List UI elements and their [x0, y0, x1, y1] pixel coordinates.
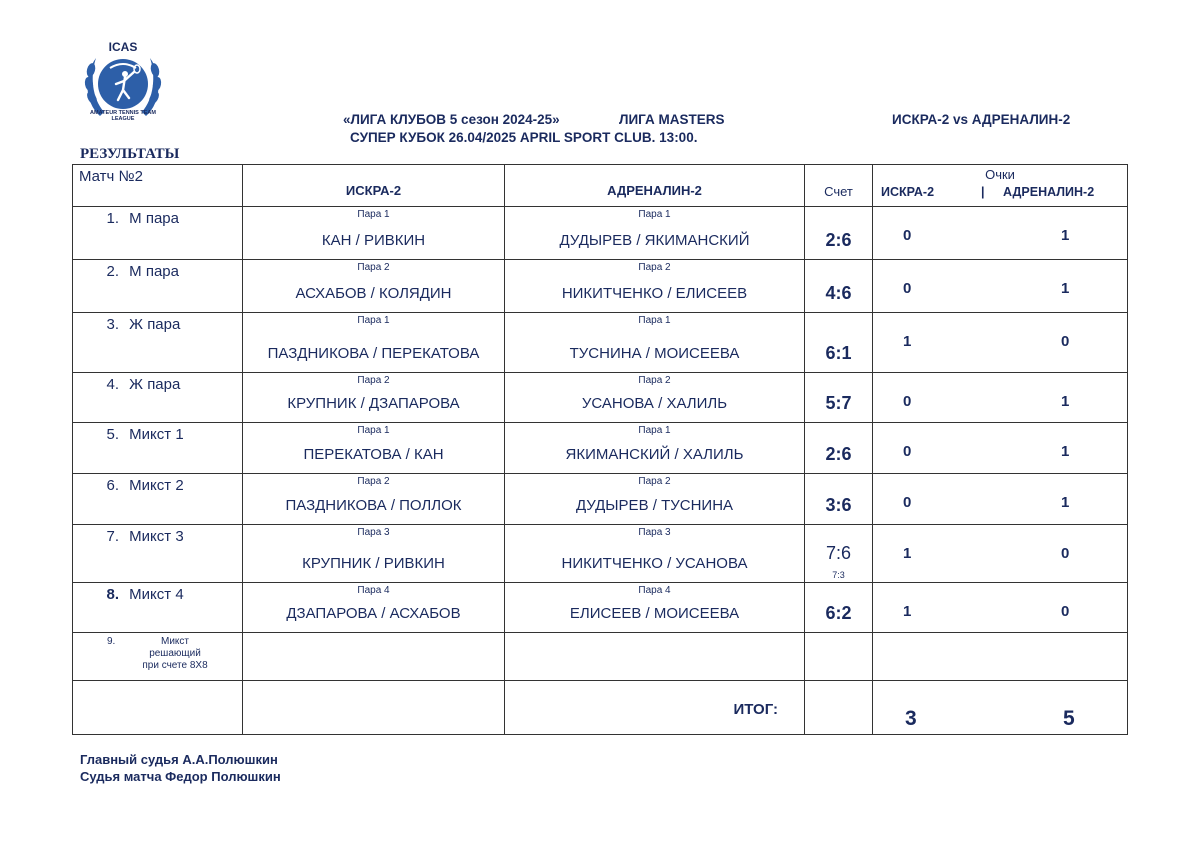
team2-players: НИКИТЧЕНКО / УСАНОВА [561, 555, 748, 572]
match-row [73, 373, 1128, 423]
match-type-cell [73, 207, 243, 260]
total-row [73, 681, 1128, 735]
decider-row [73, 633, 1128, 681]
team2-pair-label: Пара 1 [638, 425, 671, 436]
team1-players: ПАЗДНИКОВА / ПОЛЛОК [285, 497, 462, 514]
match-type: Ж пара [129, 376, 181, 393]
team2-pair-cell [505, 373, 805, 423]
points-cell [873, 525, 1128, 583]
match-row [73, 423, 1128, 474]
team1-pair-cell [243, 583, 505, 633]
points-header-cell [873, 165, 1128, 207]
team2-points: 1 [1061, 280, 1070, 297]
team1-players: ПАЗДНИКОВА / ПЕРЕКАТОВА [267, 345, 480, 362]
team2-pair-cell [505, 423, 805, 474]
match-type: Ж пара [129, 316, 181, 333]
team1-players: ПЕРЕКАТОВА / КАН [303, 446, 444, 463]
team1-points: 0 [903, 494, 912, 511]
decider-team1-cell [243, 633, 505, 681]
total-blank-cell-2 [243, 681, 505, 735]
team2-players: УСАНОВА / ХАЛИЛЬ [581, 395, 728, 412]
logo-subtitle: AMATEUR TENNIS TEAM LEAGUE [90, 110, 156, 122]
team1-pair-label: Пара 1 [357, 425, 390, 436]
team2-pair-label: Пара 2 [638, 476, 671, 487]
match-type-cell [73, 474, 243, 525]
match-score: 7:6 [825, 543, 852, 563]
team1-header: ИСКРА-2 [345, 183, 402, 198]
points-cell [873, 373, 1128, 423]
division-title: ЛИГА MASTERS [619, 112, 725, 127]
team1-points: 0 [903, 280, 912, 297]
points-cell [873, 474, 1128, 525]
match-score: 3:6 [825, 495, 852, 515]
team2-players: ТУСНИНА / МОИСЕЕВА [569, 345, 740, 362]
team1-pair-label: Пара 2 [357, 375, 390, 386]
total-points-cell [873, 681, 1128, 735]
match-referee: Судья матча Федор Полюшкин [80, 769, 281, 784]
match-number: 2. [106, 263, 119, 280]
team2-pair-label: Пара 2 [638, 375, 671, 386]
points-cell [873, 260, 1128, 313]
team1-points: 0 [903, 393, 912, 410]
points-separator: | [981, 185, 985, 199]
chief-referee: Главный судья А.А.Полюшкин [80, 752, 278, 767]
team2-pair-cell [505, 583, 805, 633]
decider-team2-cell [505, 633, 805, 681]
team2-pair-label: Пара 1 [638, 209, 671, 220]
match-type: Микст 2 [129, 477, 184, 494]
match-row [73, 525, 1128, 583]
match-score: 6:2 [825, 603, 852, 623]
match-type-cell [73, 260, 243, 313]
team2-points: 1 [1061, 393, 1070, 410]
points-cell [873, 423, 1128, 474]
team1-players: КАН / РИВКИН [321, 232, 426, 249]
match-type-cell [73, 583, 243, 633]
match-type: Микст 3 [129, 528, 184, 545]
team1-points: 1 [903, 333, 912, 350]
score-cell [805, 474, 873, 525]
decider-line1: Микст [161, 636, 189, 647]
team2-pair-cell [505, 525, 805, 583]
league-title: «ЛИГА КЛУБОВ 5 сезон 2024-25» [343, 112, 560, 127]
team2-points: 1 [1061, 494, 1070, 511]
score-cell [805, 313, 873, 373]
team1-pair-label: Пара 2 [357, 262, 390, 273]
match-row [73, 583, 1128, 633]
team1-points: 1 [903, 545, 912, 562]
team2-points: 1 [1061, 443, 1070, 460]
match-score: 2:6 [825, 230, 852, 250]
points-cell [873, 313, 1128, 373]
decider-score-cell [805, 633, 873, 681]
score-cell [805, 583, 873, 633]
event-title: СУПЕР КУБОК 26.04/2025 APRIL SPORT CLUB. 13:00. [350, 130, 698, 145]
score-cell [805, 373, 873, 423]
score-header-cell [805, 165, 873, 207]
team2-players: ДУДЫРЕВ / ТУСНИНА [575, 497, 734, 514]
match-row [73, 313, 1128, 373]
total-team1: 3 [905, 707, 917, 730]
match-type: М пара [129, 263, 179, 280]
match-number: 8. [106, 586, 119, 603]
match-row [73, 474, 1128, 525]
team2-players: ЕЛИСЕЕВ / МОИСЕЕВА [569, 605, 740, 622]
match-number: 3. [106, 316, 119, 333]
team2-points: 0 [1061, 333, 1070, 350]
section-title: РЕЗУЛЬТАТЫ [80, 146, 180, 162]
team1-pair-cell [243, 313, 505, 373]
match-type-cell [73, 373, 243, 423]
team2-points: 0 [1061, 545, 1070, 562]
decider-points-cell [873, 633, 1128, 681]
team2-pair-cell [505, 313, 805, 373]
match-label: Матч №2 [79, 168, 143, 185]
points-cell [873, 207, 1128, 260]
team2-players: ЯКИМАНСКИЙ / ХАЛИЛЬ [565, 446, 744, 463]
match-type: М пара [129, 210, 179, 227]
match-row [73, 260, 1128, 313]
total-blank-cell-3 [805, 681, 873, 735]
team2-players: ДУДЫРЕВ / ЯКИМАНСКИЙ [559, 232, 750, 249]
team1-players: КРУПНИК / РИВКИН [302, 555, 445, 572]
team2-points: 1 [1061, 227, 1070, 244]
logo-title: ICAS [108, 40, 138, 54]
match-type: Микст 1 [129, 426, 184, 443]
team1-players: АСХАБОВ / КОЛЯДИН [295, 285, 452, 302]
match-label-cell [73, 165, 243, 207]
total-team2: 5 [1063, 707, 1075, 730]
score-header: Счет [824, 184, 853, 199]
team2-pair-cell [505, 207, 805, 260]
team2-header: АДРЕНАЛИН-2 [607, 183, 702, 198]
score-cell [805, 423, 873, 474]
match-number: 7. [106, 528, 119, 545]
team1-pair-label: Пара 3 [357, 527, 390, 538]
match-score: 4:6 [825, 283, 852, 303]
team1-pair-cell [243, 474, 505, 525]
total-blank-cell [73, 681, 243, 735]
team1-pair-cell [243, 423, 505, 474]
match-type-cell [73, 313, 243, 373]
team2-pair-cell [505, 260, 805, 313]
points-team2-header: АДРЕНАЛИН-2 [1003, 185, 1095, 199]
matchup-title: ИСКРА-2 vs АДРЕНАЛИН-2 [892, 112, 1071, 127]
match-score: 2:6 [825, 444, 852, 464]
decider-line3: при счете 8Х8 [142, 660, 208, 671]
team1-pair-cell [243, 525, 505, 583]
decider-line2: решающий [149, 648, 201, 659]
decider-cell [73, 633, 243, 681]
team2-pair-cell [505, 474, 805, 525]
team1-pair-cell [243, 260, 505, 313]
points-team1-header: ИСКРА-2 [881, 185, 935, 199]
team1-pair-label: Пара 4 [357, 585, 390, 596]
match-number: 4. [106, 376, 119, 393]
team1-pair-cell [243, 373, 505, 423]
match-type-cell [73, 423, 243, 474]
decider-number: 9. [107, 636, 116, 647]
team1-pair-label: Пара 1 [357, 315, 390, 326]
team2-pair-label: Пара 3 [638, 527, 671, 538]
results-table [72, 164, 1128, 735]
match-score: 6:1 [825, 343, 852, 363]
match-number: 6. [106, 477, 119, 494]
team1-header-cell [243, 165, 505, 207]
team1-points: 1 [903, 603, 912, 620]
team2-pair-label: Пара 2 [638, 262, 671, 273]
score-cell [805, 525, 873, 583]
total-label: ИТОГ: [733, 701, 778, 718]
match-type-cell [73, 525, 243, 583]
team1-players: ДЗАПАРОВА / АСХАБОВ [286, 605, 461, 622]
total-label-cell [505, 681, 805, 735]
team1-points: 0 [903, 443, 912, 460]
team1-pair-cell [243, 207, 505, 260]
score-cell [805, 207, 873, 260]
team2-pair-label: Пара 4 [638, 585, 671, 596]
points-cell [873, 583, 1128, 633]
team2-header-cell [505, 165, 805, 207]
match-number: 1. [106, 210, 119, 227]
team2-players: НИКИТЧЕНКО / ЕЛИСЕЕВ [561, 285, 748, 302]
tiebreak-score: 7:3 [832, 570, 845, 580]
team1-points: 0 [903, 227, 912, 244]
score-cell [805, 260, 873, 313]
team2-pair-label: Пара 1 [638, 315, 671, 326]
team2-points: 0 [1061, 603, 1070, 620]
match-row [73, 207, 1128, 260]
match-score: 5:7 [825, 393, 852, 413]
team1-players: КРУПНИК / ДЗАПАРОВА [287, 395, 460, 412]
table-header-row [73, 165, 1128, 207]
points-header: Очки [985, 167, 1015, 182]
team1-pair-label: Пара 1 [357, 209, 390, 220]
match-type: Микст 4 [129, 586, 184, 603]
match-number: 5. [106, 426, 119, 443]
team1-pair-label: Пара 2 [357, 476, 390, 487]
